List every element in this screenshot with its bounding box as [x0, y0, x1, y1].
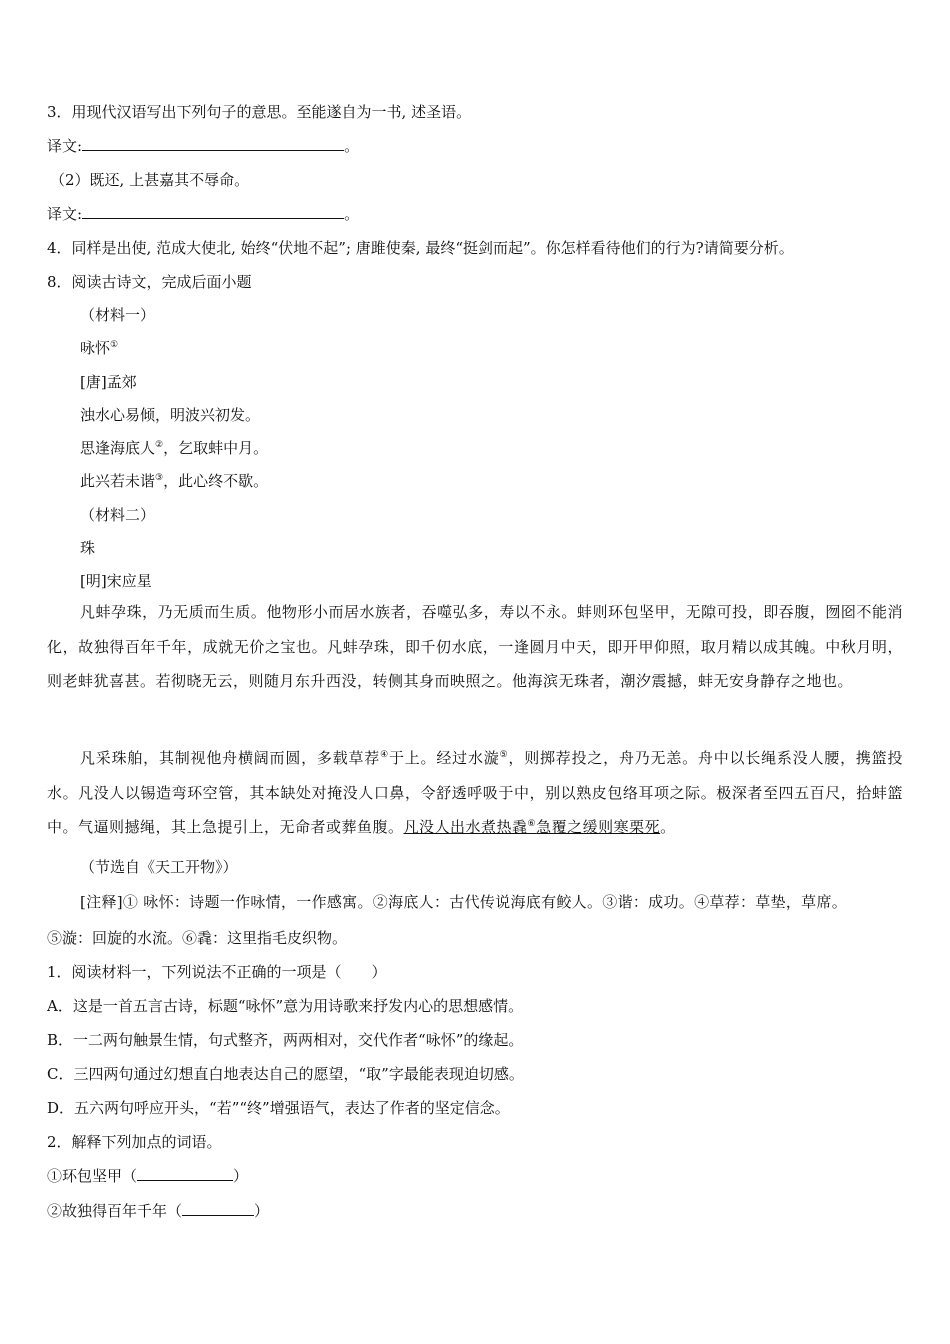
- q3-translation-line-1: [47, 136, 359, 156]
- footnote-mark: ①: [110, 340, 119, 350]
- sub2-prompt: 2．解释下列加点的词语。: [47, 1133, 222, 1151]
- annotation-line-1: [注释]① 咏怀：诗题一作咏情，一作感寓。②海底人：古代传说海底有鲛人。③谐：成功。④草荐：草垫，草席。: [80, 893, 848, 911]
- footnote-mark: ⑥: [527, 819, 537, 829]
- poem-line-3: [80, 471, 268, 491]
- poem-text: 此兴若未谐: [80, 472, 156, 490]
- item-text: ②故独得百年千年（: [47, 1202, 183, 1220]
- option-c[interactable]: C．三四两句通过幻想直白地表达自己的愿望，“取”字最能表现迫切感。: [47, 1065, 524, 1083]
- poem-text: ，此心终不歇。: [163, 472, 269, 490]
- footnote-mark: ③: [155, 473, 164, 483]
- poem-text: 思逢海底人: [80, 439, 156, 457]
- period: 。: [344, 205, 360, 223]
- footnote-mark: ②: [155, 440, 164, 450]
- poem-author: [唐]孟郊: [80, 373, 137, 391]
- q4-prompt: 4．同样是出使, 范成大使北, 始终“伏地不起”; 唐雎使秦, 最终“挺剑而起”。你怎样看待他们的行为?请简要分析。: [47, 239, 794, 257]
- prose-text: 凡采珠舶，其制视他舟横阔而圆，多载草荐: [80, 749, 381, 767]
- poem-title-text: 咏怀: [80, 339, 111, 357]
- sub1-prompt: 1．阅读材料一，下列说法不正确的一项是（ ）: [47, 963, 387, 981]
- prose-text: 于上。经过水漩: [388, 749, 500, 767]
- underlined-text: 凡没人出水煮热毳: [403, 818, 528, 836]
- prose-author: [明]宋应星: [80, 572, 152, 590]
- footnote-mark: ⑤: [499, 750, 509, 760]
- poem-line-1: 浊水心易倾，明波兴初发。: [80, 406, 261, 424]
- translation-label: 译文:: [47, 205, 83, 223]
- option-b[interactable]: B．一二两句触景生情，句式整齐，两两相对，交代作者“咏怀”的缘起。: [47, 1031, 524, 1049]
- underlined-sentence: [404, 818, 661, 836]
- prose-title: 珠: [80, 539, 96, 557]
- poem-line-2: [80, 438, 268, 458]
- q8-title: 8．阅读古诗文，完成后面小题: [47, 273, 252, 291]
- q3-prompt: 3．用现代汉语写出下列句子的意思。至能遂自为一书, 述圣语。: [47, 103, 472, 121]
- answer-blank[interactable]: [137, 1166, 233, 1181]
- prose-paragraph-2: [47, 741, 903, 845]
- item-text: ①环包坚甲（: [47, 1167, 138, 1185]
- option-a[interactable]: A．这是一首五言古诗，标题“咏怀”意为用诗歌来抒发内心的思想感情。: [47, 997, 524, 1015]
- poem-title: [80, 338, 118, 358]
- material1-label: （材料一）: [80, 306, 156, 324]
- prose-source: （节选自《天工开物》）: [80, 858, 238, 876]
- q3-item-2: （2）既还, 上甚嘉其不辱命。: [50, 171, 250, 189]
- translation-label: 译文:: [47, 137, 83, 155]
- prose-text: ，则掷荐投之，舟乃无恙。舟中以长绳系没人腰，携篮投水。凡没人以锡造弯环空管，其本缺处对掩没人口鼻，令舒透呼吸于中，别以熟皮包络耳项之际。极深者至四五百尺，拾蚌篮中。气逼则撼绳，其上急提引上，无命者或葬鱼腹。: [47, 749, 903, 836]
- prose-paragraph-1: 凡蚌孕珠，乃无质而生质。他物形小而居水族者，吞噬弘多，寿以不永。蚌则环包坚甲，无隙可投，即吞腹，囫囵不能消化，故独得百年千年，成就无价之宝也。凡蚌孕珠，即千仞水底，一逢圆月中天，即开甲仰照，取月精以成其魄。中秋月明，则老蚌犹喜甚。若彻晓无云，则随月东升西没，转侧其身而映照之。他海滨无珠者，潮汐震撼，蚌无安身静存之地也。: [47, 603, 903, 690]
- footnote-mark: ④: [380, 750, 389, 760]
- period: 。: [660, 818, 676, 836]
- item-text: ）: [254, 1202, 270, 1220]
- period: 。: [344, 137, 360, 155]
- answer-blank[interactable]: [82, 204, 344, 219]
- sub2-item-1: [47, 1166, 248, 1186]
- sub2-item-2: [47, 1201, 269, 1221]
- material2-label: （材料二）: [80, 506, 156, 524]
- poem-text: ，乞取蚌中月。: [163, 439, 269, 457]
- item-text: ）: [233, 1167, 249, 1185]
- option-d[interactable]: D．五六两句呼应开头，“若”“终”增强语气，表达了作者的坚定信念。: [47, 1099, 510, 1117]
- underlined-text: 急覆之缓则寒栗死: [536, 818, 661, 836]
- q3-translation-line-2: [47, 204, 359, 224]
- answer-blank[interactable]: [82, 136, 344, 151]
- answer-blank[interactable]: [182, 1201, 254, 1216]
- annotation-line-2: ⑤漩：回旋的水流。⑥毳：这里指毛皮织物。: [47, 929, 348, 947]
